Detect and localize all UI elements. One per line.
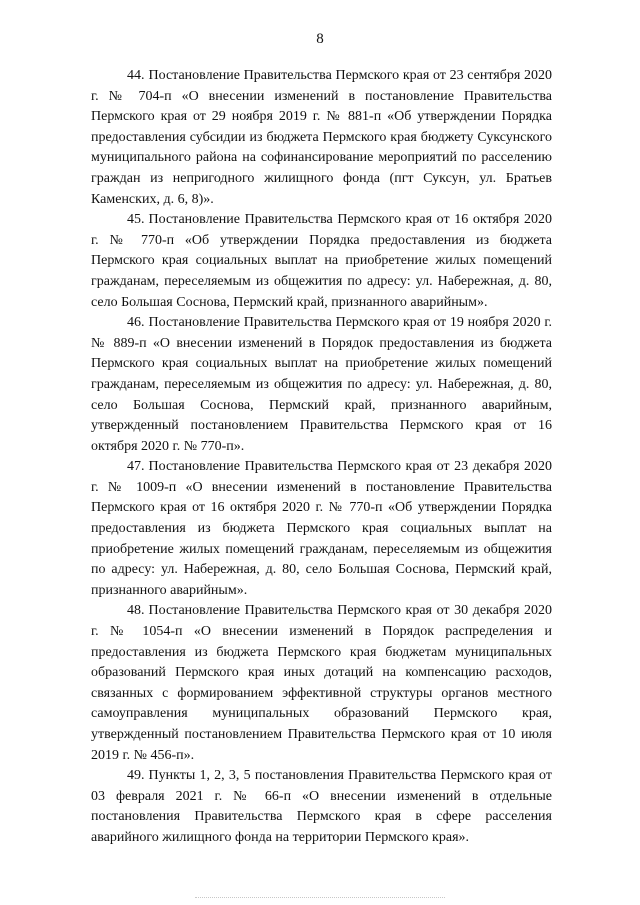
item-number: 45. [127,212,145,228]
list-item-44 [91,66,552,210]
scan-edge-rule [195,897,445,898]
item-number: 47. [127,459,145,475]
item-text: Пункты 1, 2, 3, 5 постановления Правительства Пермского края от 03 февраля 2021 г. № 66-п «О внесении изменений в отдельные постановления Правительства Пермского края в сфере расселения аварийного жилищного фонда на территории Пермского края». [91,768,552,845]
item-number: 48. [127,603,145,619]
list-item-46 [91,313,552,457]
item-number: 49. [127,768,145,784]
item-text: Постановление Правительства Пермского края от 30 декабря 2020 г. № 1054-п «О внесении изменений в Порядок распределения и предоставления из бюджета Пермского края бюджетам муниципальных образований Пермского края иных дотаций на компенсацию расходов, связанных с формированием эффективной структуры органов местного самоуправления муниципальных образований Пермского края, утвержденный постановлением Правительства Пермского края от 10 июля 2019 г. № 456-п». [91,603,552,763]
page-number: 8 [316,31,324,47]
list-item-48 [91,601,552,766]
item-text: Постановление Правительства Пермского края от 23 декабря 2020 г. № 1009-п «О внесении изменений в постановление Правительства Пермского края от 16 октября 2020 г. № 770-п «Об утверждении Порядка предоставления из бюджета Пермского края социальных выплат на приобретение жилых помещений гражданам, переселяемым из общежития по адресу: ул. Набережная, д. 80, село Большая Соснова, Пермский край, признанного аварийным». [91,459,552,598]
item-number: 44. [127,68,145,83]
item-text: Постановление Правительства Пермского края от 23 сентября 2020 г. № 704-п «О внесении изменений в постановление Правительства Пермского края от 29 ноября 2019 г. № 881-п «Об утверждении Порядка предоставления субсидии из бюджета Пермского края бюджету Суксунского муниципального района на софинансирование мероприятий по расселению граждан из непригодного жилищного фонда (пгт Суксун, ул. Братьев Каменских, д. 6, 8)». [91,68,552,207]
item-text: Постановление Правительства Пермского края от 16 октября 2020 г. № 770-п «Об утверждении Порядка предоставления из бюджета Пермского края социальных выплат на приобретение жилых помещений гражданам, переселяемым из общежития по адресу: ул. Набережная, д. 80, село Большая Соснова, Пермский край, признанного аварийным». [91,212,552,310]
item-text: Постановление Правительства Пермского края от 19 ноября 2020 г. № 889-п «О внесении изменений в Порядок предоставления из бюджета Пермского края социальных выплат на приобретение жилых помещений гражданам, переселяемым из общежития по адресу: ул. Набережная, д. 80, село Большая Соснова, Пермский край, признанного аварийным, утвержденный постановлением Правительства Пермского края от 16 октября 2020 г. № 770-п». [91,315,552,454]
item-number: 46. [127,315,145,331]
document-body [91,66,552,849]
list-item-45 [91,210,552,313]
list-item-49 [91,766,552,848]
list-item-47 [91,457,552,601]
